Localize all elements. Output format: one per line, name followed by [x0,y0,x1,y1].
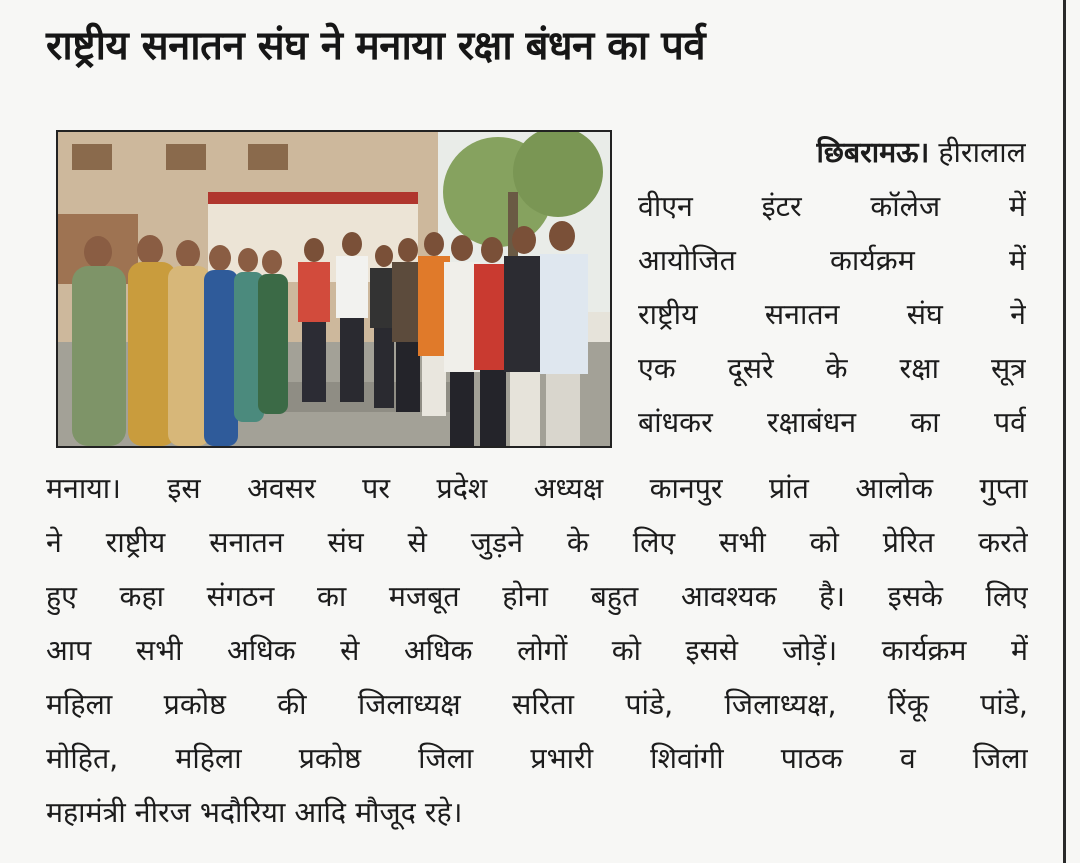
intro-line: राष्ट्रीय सनातन संघ ने [638,298,1026,331]
dateline: छिबरामऊ। [816,136,930,169]
intro-line [638,126,1026,180]
body-line: आप सभी अधिक से अधिक लोगों को इससे जोड़ें। कार्यक्रम में [46,634,1028,667]
intro-line-text: हीरालाल [938,136,1026,169]
intro-line: बांधकर रक्षाबंधन का पर्व [638,406,1026,439]
body-line: ने राष्ट्रीय सनातन संघ से जुड़ने के लिए सभी को प्रेरित करते [46,526,1028,559]
column-rule [1063,0,1066,863]
group-photo-illustration [58,132,610,446]
news-photo [56,130,612,448]
article-intro [638,126,1026,450]
body-line: महामंत्री नीरज भदौरिया आदि मौजूद रहे। [46,796,463,829]
headline: राष्ट्रीय सनातन संघ ने मनाया रक्षा बंधन का पर्व [46,23,706,69]
body-line: महिला प्रकोष्ठ की जिलाध्यक्ष सरिता पांडे, जिलाध्यक्ष, रिंकू पांडे, [46,688,1028,721]
intro-line: एक दूसरे के रक्षा सूत्र [638,352,1026,385]
body-line: मोहित, महिला प्रकोष्ठ जिला प्रभारी शिवांगी पाठक व जिला [46,742,1028,775]
intro-line: वीएन इंटर कॉलेज में [638,190,1026,223]
intro-line: आयोजित कार्यक्रम में [638,244,1026,277]
body-line: हुए कहा संगठन का मजबूत होना बहुत आवश्यक है। इसके लिए [46,580,1028,613]
body-line: मनाया। इस अवसर पर प्रदेश अध्यक्ष कानपुर प्रांत आलोक गुप्ता [46,472,1028,505]
article-body [46,462,1028,840]
